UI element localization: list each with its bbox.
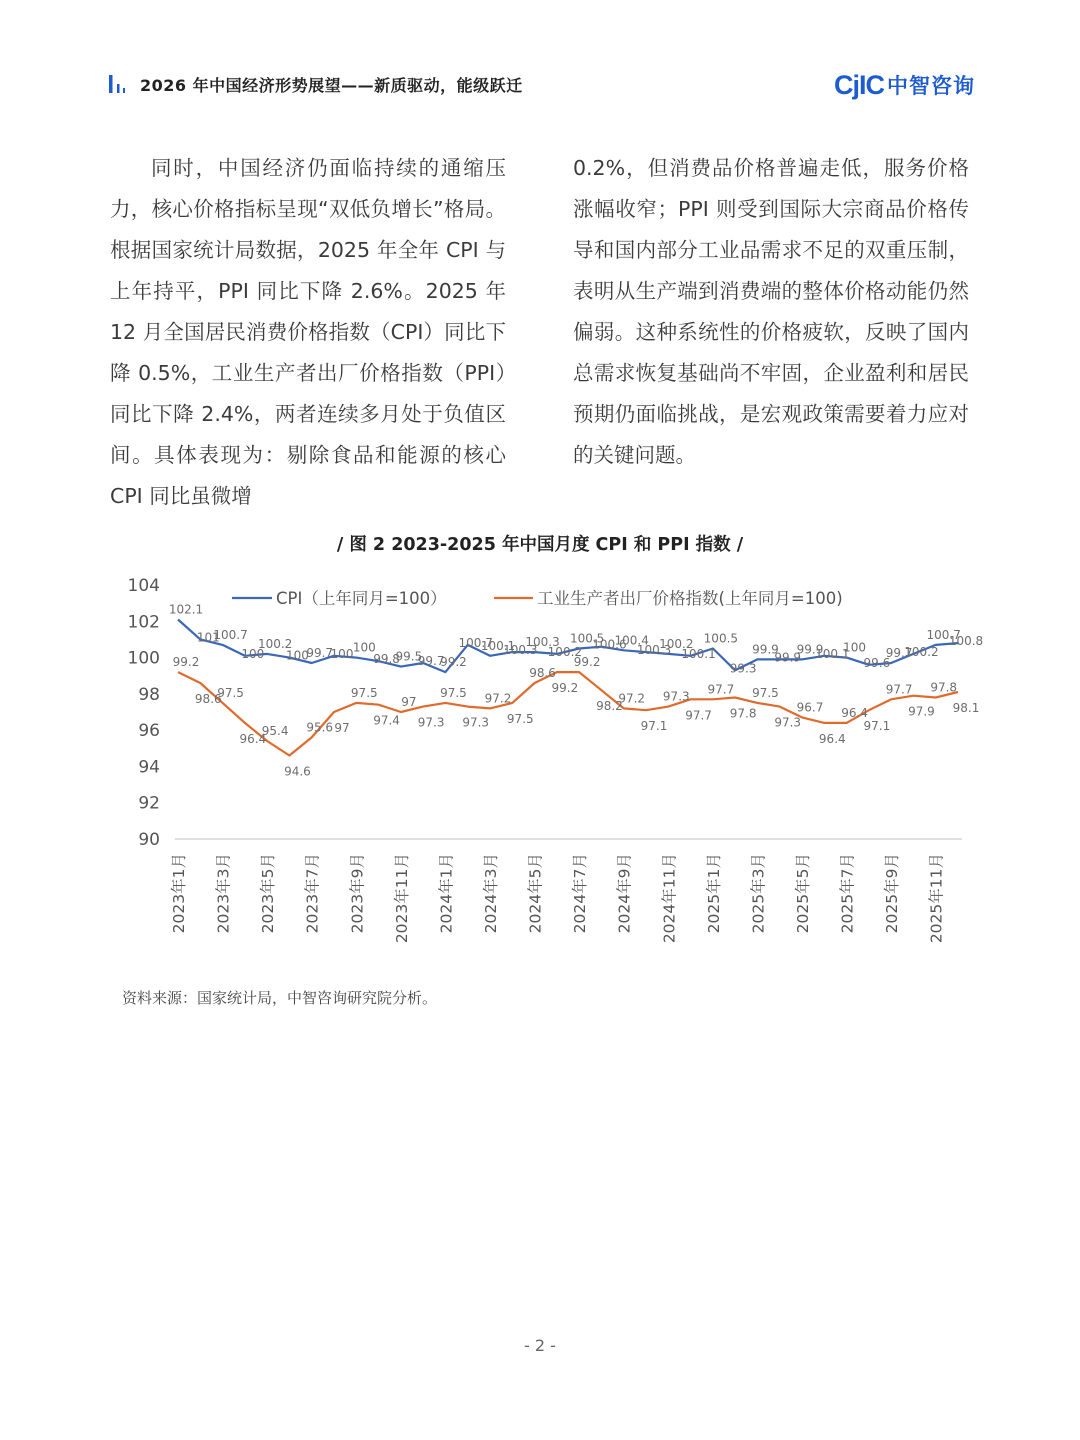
x-tick-label: 2024年3月 [482,853,500,934]
ppi-data-label: 97.8 [930,680,958,695]
ppi-data-label: 95.4 [261,724,289,739]
ppi-data-label: 97.3 [662,689,690,704]
x-tick-label: 2024年1月 [437,853,456,934]
ppi-data-label: 99.2 [172,655,200,670]
cpi-data-label: 100.2 [547,644,583,659]
cpi-data-label: 100.3 [525,635,560,650]
figure-title: / 图 2 2023-2025 年中国月度 CPI 和 PPI 指数 / [336,535,744,555]
x-tick-label: 2023年3月 [214,853,233,934]
ppi-data-label: 96.4 [818,731,846,746]
ppi-data-label: 97.5 [440,685,467,700]
cpi-data-label: 99.7 [306,646,334,661]
cpi-data-label: 100.1 [815,646,850,661]
cpi-data-label: 100.8 [948,634,984,649]
page-number: - 2 - [524,1336,556,1355]
cpi-data-label: 100.3 [636,643,672,658]
ppi-data-label: 97 [334,721,350,735]
x-tick-label: 2025年1月 [704,853,723,934]
cpi-data-label: 100.1 [681,646,716,661]
cpi-data-label: 99.7 [417,654,445,669]
y-tick-label: 90 [138,830,160,850]
x-tick-label: 2023年5月 [259,853,278,934]
x-tick-label: 2024年5月 [526,853,545,934]
header-title: 2026 年中国经济形势展望——新质驱动，能级跃迁 [140,76,523,95]
cpi-data-label: 100.7 [213,627,248,642]
x-tick-label: 2023年11月 [392,853,411,944]
cpi-data-label: 99.9 [796,642,824,657]
cpi-data-label: 99.3 [729,661,757,676]
ppi-data-label: 97.2 [618,691,646,706]
cpi-data-label: 100.2 [904,644,939,659]
ppi-data-label: 97.8 [729,706,757,721]
legend-label: 工业生产者出厂价格指数(上年同月=100) [537,589,843,608]
x-tick-label: 2024年7月 [571,853,590,934]
cpi-data-label: 100.2 [659,636,694,651]
cpi-data-label: 100.4 [614,633,649,648]
x-tick-label: 2023年7月 [303,853,322,934]
ppi-data-label: 97.3 [417,715,445,730]
ppi-data-label: 99.2 [573,655,601,670]
y-tick-label: 102 [127,612,160,633]
cpi-data-label: 100.7 [458,635,493,650]
body-column-left [110,148,506,517]
ppi-data-label: 97.5 [350,685,378,700]
y-tick-label: 96 [138,721,160,742]
cpi-data-label: 99.2 [440,655,467,670]
cpi-data-label: 102.1 [168,602,204,617]
body-paragraph-left: 同时，中国经济仍面临持续的通缩压力，核心价格指标呈现“双低负增长”格局。根据国家统计局数据，2025 年全年 CPI 与上年持平，PPI 同比下降 2.6%。2025 年 12 月全国居民消费价格指数（CPI）同比下降 0.5%，工业生产者出厂价格指数（PPI）同比下降 2.4%，两者连续多月处于负值区间。具体表现为：剔除食品和能源的核心 CPI 同比虽微增 [110,156,506,508]
ppi-data-label: 97.5 [752,685,779,700]
ppi-data-label: 97.5 [506,711,534,726]
ppi-data-label: 97.3 [774,715,802,730]
x-tick-label: 2025年7月 [838,853,857,934]
ppi-data-label: 97 [401,695,417,709]
body-paragraph-right: 0.2%，但消费品价格普遍走低，服务价格涨幅收窄；PPI 则受到国际大宗商品价格传导和国内部分工业品需求不足的双重压制，表明从生产端到消费端的整体价格动能仍然偏弱。这种系统性的价格疲软，反映了国内总需求恢复基础尚不牢固，企业盈利和居民预期仍面临挑战，是宏观政策需要着力应对的关键问题。 [573,156,969,467]
ppi-data-label: 96.4 [841,705,868,720]
cpi-data-label: 99.9 [774,650,802,665]
cpi-data-label: 100.5 [703,631,739,646]
ppi-data-label: 96.7 [796,700,824,715]
ppi-data-label: 95.6 [306,720,334,735]
ppi-data-label: 97.3 [462,715,490,730]
ppi-data-label: 97.4 [373,713,400,728]
ppi-data-label: 97.5 [217,685,244,700]
cpi-data-label: 100.3 [503,643,538,658]
cpi-data-label: 100.1 [480,638,516,653]
y-tick-label: 104 [127,576,160,596]
cpi-data-label: 100 [241,646,265,661]
ppi-data-label: 98.1 [952,701,980,716]
y-tick-label: 94 [138,757,160,778]
cpi-data-label: 101 [196,630,220,645]
ppi-data-label: 96.4 [239,731,267,746]
y-tick-label: 100 [127,648,160,669]
cpi-data-label: 99.6 [863,655,891,670]
ppi-data-label: 98.6 [529,665,556,680]
cpi-data-label: 100.2 [257,636,293,651]
ppi-data-label: 94.6 [284,764,311,779]
ppi-data-label: 97.7 [885,682,913,697]
cpi-data-label: 100.5 [569,631,605,646]
logo-text: 中智咨询 [887,74,975,98]
ppi-data-label: 98.2 [596,699,623,714]
cpi-data-label: 100.7 [926,627,961,642]
cpi-data-label: 100 [843,640,867,655]
x-tick-label: 2025年3月 [749,853,768,934]
cpi-data-label: 99.5 [395,649,423,664]
figure-source: 资料来源：国家统计局，中智咨询研究院分析。 [122,989,438,1007]
ppi-data-label: 97.2 [484,691,512,706]
company-logo [834,68,975,102]
ppi-data-label: 97.7 [685,708,712,723]
x-tick-label: 2025年9月 [883,853,902,934]
x-tick-label: 2023年9月 [348,853,367,934]
ppi-data-label: 97.1 [863,719,891,734]
ppi-data-label: 97.7 [707,682,735,697]
ppi-data-label: 97.1 [640,719,668,734]
cpi-data-label: 99.8 [373,652,400,667]
x-tick-label: 2025年11月 [927,853,946,944]
x-tick-label: 2025年5月 [794,853,812,934]
legend-label: CPI（上年同月=100） [276,589,447,608]
y-tick-label: 98 [138,684,160,705]
header-bar-icon [108,73,134,95]
x-tick-label: 2023年1月 [170,853,188,934]
y-tick-label: 92 [138,793,160,814]
cpi-data-label: 100 [330,646,354,661]
ppi-data-label: 99.2 [551,681,579,696]
x-tick-label: 2024年11月 [660,853,679,944]
body-column-right [573,148,969,476]
ppi-data-label: 98.6 [194,691,222,706]
x-tick-label: 2024年9月 [615,853,634,934]
cpi-data-label: 100 [352,640,376,655]
cpi-ppi-line-chart [0,566,1080,976]
cpi-data-label: 100 [285,648,309,663]
cpi-data-label: 99.9 [752,642,779,657]
cpi-data-label: 99.7 [885,646,913,661]
cpi-data-label: 100.6 [592,637,627,652]
logo-mark: CjIC [834,69,884,100]
ppi-data-label: 97.9 [908,704,935,719]
